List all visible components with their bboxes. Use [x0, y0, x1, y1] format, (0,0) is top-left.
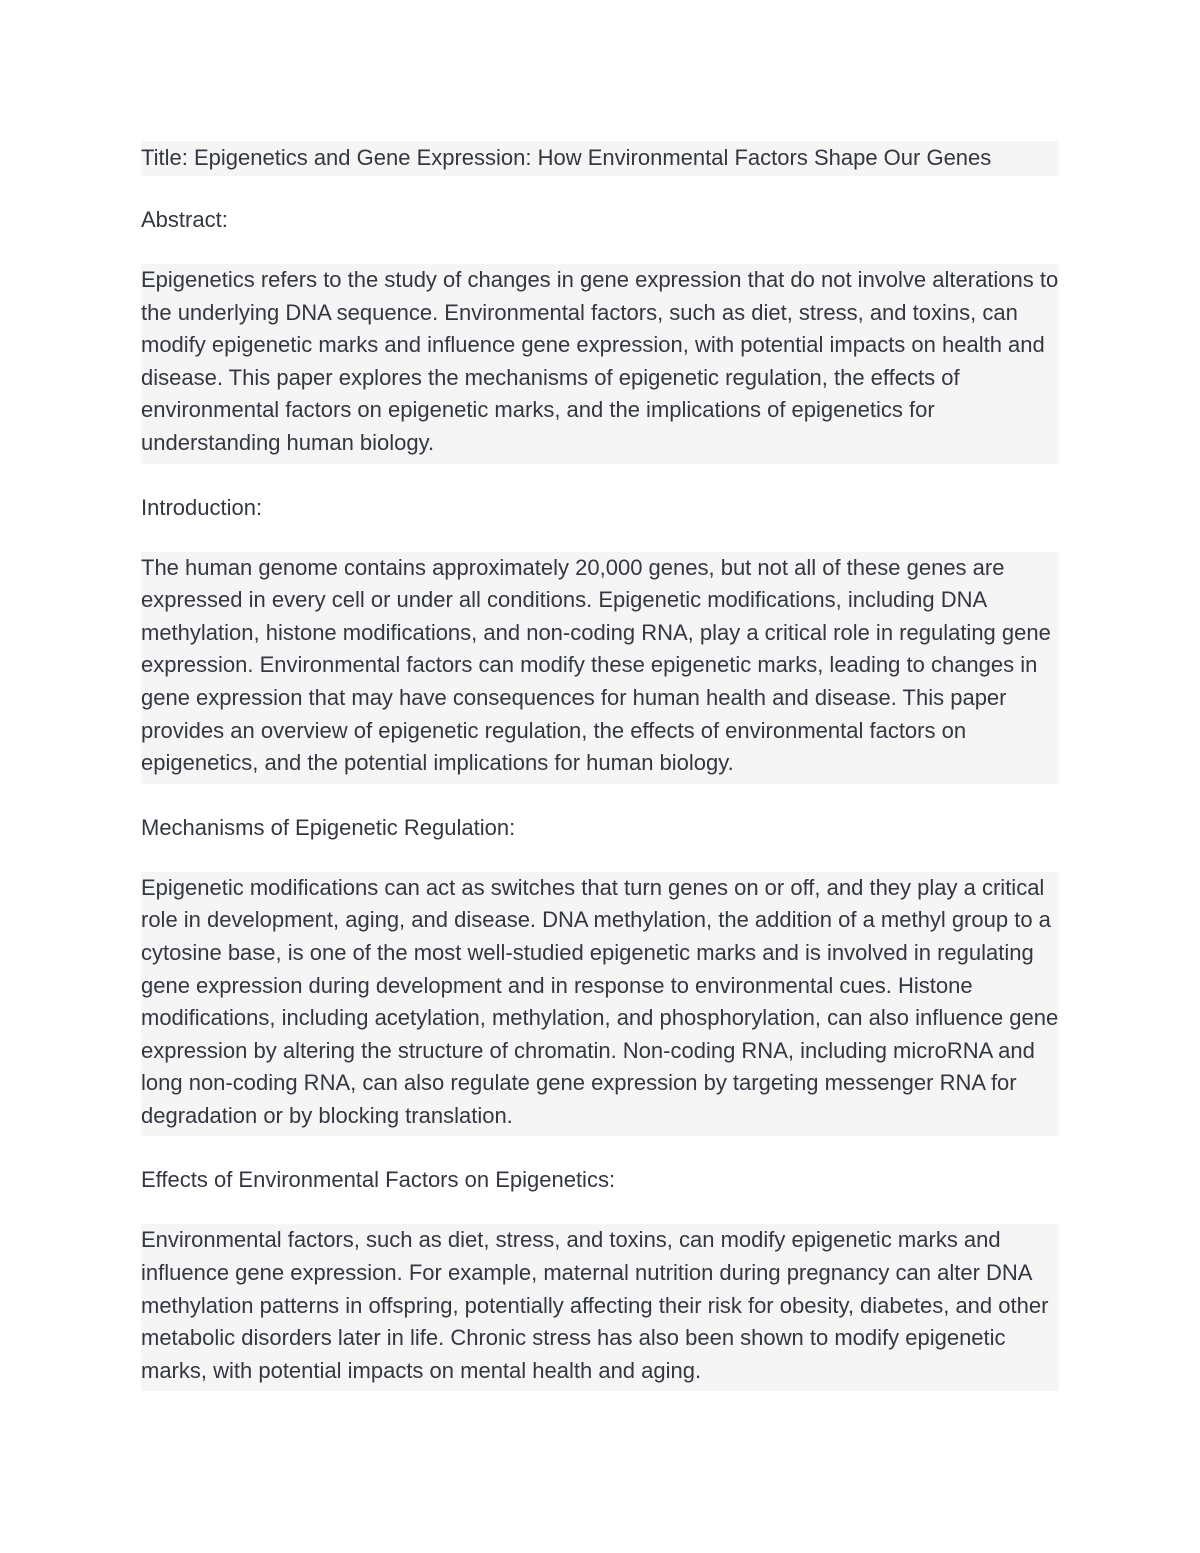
section-body-environmental-effects: Environmental factors, such as diet, stress, and toxins, can modify epigenetic marks and influence gene expression. For example, maternal nutrition during pregnancy can alter DNA methylation patterns in offspring, potentially affecting their risk for obesity, diabetes, and other metabolic disorders later in life. Chronic stress has also been shown to modify epigenetic marks, with potential impacts on mental health and aging.	[141, 1224, 1059, 1391]
section-heading-introduction: Introduction:	[141, 494, 263, 520]
section-heading-mechanisms: Mechanisms of Epigenetic Regulation:	[141, 814, 516, 840]
section-body-abstract: Epigenetics refers to the study of changes in gene expression that do not involve alterations to the underlying DNA sequence. Environmental factors, such as diet, stress, and toxins, can modify epigenetic marks and influence gene expression, with potential impacts on health and disease. This paper explores the mechanisms of epigenetic regulation, the effects of environmental factors on epigenetic marks, and the implications of epigenetics for understanding human biology.	[141, 264, 1059, 464]
section-body-introduction: The human genome contains approximately 20,000 genes, but not all of these genes are expressed in every cell or under all conditions. Epigenetic modifications, including DNA methylation, histone modifications, and non-coding RNA, play a critical role in regulating gene expression. Environmental factors can modify these epigenetic marks, leading to changes in gene expression that may have consequences for human health and disease. This paper provides an overview of epigenetic regulation, the effects of environmental factors on epigenetics, and the potential implications for human biology.	[141, 552, 1059, 784]
document-page	[141, 141, 1059, 1418]
section-body-mechanisms: Epigenetic modifications can act as switches that turn genes on or off, and they play a critical role in development, aging, and disease. DNA methylation, the addition of a methyl group to a cytosine base, is one of the most well-studied epigenetic marks and is involved in regulating gene expression during development and in response to environmental cues. Histone modifications, including acetylation, methylation, and phosphorylation, can also influence gene expression by altering the structure of chromatin. Non-coding RNA, including microRNA and long non-coding RNA, can also regulate gene expression by targeting messenger RNA for degradation or by blocking translation.	[141, 872, 1059, 1137]
section-heading-abstract: Abstract:	[141, 207, 228, 232]
document-title: Title: Epigenetics and Gene Expression: How Environmental Factors Shape Our Genes	[141, 141, 1059, 176]
section-heading-environmental-effects: Effects of Environmental Factors on Epigenetics:	[141, 1167, 616, 1193]
